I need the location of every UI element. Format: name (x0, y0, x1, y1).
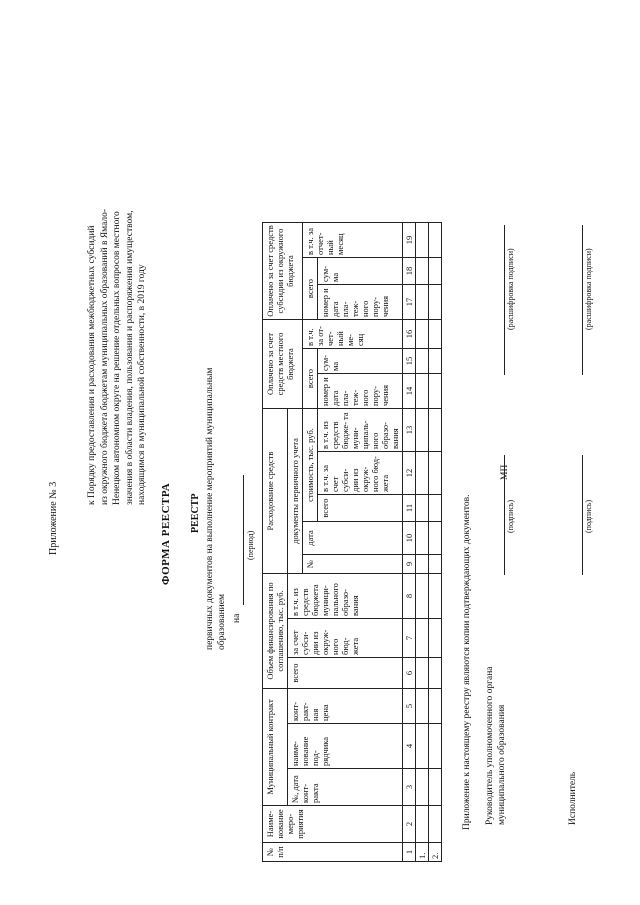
appendix-line: из окружного бюджета бюджетам муниципальных образований в Ямало- (99, 208, 110, 505)
header-fin-total: всего (288, 658, 403, 689)
column-number: 10 (403, 522, 416, 555)
header-no: № п/п (263, 843, 403, 862)
column-number: 14 (403, 374, 416, 409)
header-event: Наиме- нование меро- приятия (263, 806, 403, 843)
decode-line-2 (582, 225, 583, 375)
header-cost-local: в т.ч. из средств бюдже- та муни- ципаль- ного образо- вания (318, 409, 403, 452)
header-financing: Объем финансирования по соглашению, тыс. руб. (263, 574, 288, 689)
column-number: 4 (403, 724, 416, 769)
header-paid-local-inc: в т.ч. за от- чет- ный ме- сяц (303, 320, 403, 349)
column-number: 5 (403, 689, 416, 724)
header-expenses: Расходование средств (263, 409, 288, 574)
appendix-line: находящимся в муниципальной собственности, в 2019 году (137, 264, 147, 505)
column-number-row (403, 223, 416, 862)
header-contractor: наиме- нование под- рядчика (288, 724, 403, 769)
header-fin-subsidy: за счет субси- дии из окруж- ного бюд- жета (288, 619, 403, 658)
header-paid-local: Оплачено за счет средств местного бюджета (263, 320, 303, 409)
column-number: 15 (403, 349, 416, 374)
column-number: 11 (403, 495, 416, 522)
signature-line-2 (582, 455, 583, 575)
registry-subtitle: первичных документов на выполнение мероприятий муниципальным (205, 367, 215, 650)
header-payorder: номер и дата пла- теж- ного пору- чения (318, 374, 403, 409)
form-title: ФОРМА РЕЕСТРА (160, 482, 172, 585)
registry-title: РЕЕСТР (190, 493, 201, 533)
row-number: 1. (416, 843, 429, 862)
column-number: 17 (403, 285, 416, 320)
header-paid-subsidy: Оплачено за счет средств субсидии из окружного бюджета (263, 223, 303, 320)
registry-subtitle-2: образованием (217, 594, 227, 650)
header-payorder-2: номер и дата пла- теж- ного пору- чения (318, 285, 403, 320)
appendix-title: Приложение № 3 (48, 481, 59, 555)
period-label: на (232, 613, 242, 623)
header-contract-price: конт- ракт- ная цена (288, 689, 403, 724)
signature-line (504, 455, 505, 575)
column-number: 13 (403, 409, 416, 452)
header-paid-local-total: всего (303, 349, 318, 409)
header-paid-subsidy-total: всего (303, 258, 318, 320)
column-number: 1 (403, 843, 416, 862)
column-number: 19 (403, 223, 416, 258)
period-hint: (период) (246, 530, 255, 560)
header-cost: стоимость, тыс. руб. (303, 409, 318, 522)
stamp-place: МП (500, 464, 510, 480)
appendix-line: Ненецком автономном округе на решение отдельных вопросов местного (112, 211, 122, 505)
column-number: 7 (403, 619, 416, 658)
header-sum-2: сум- ма (318, 258, 403, 285)
column-number: 8 (403, 574, 416, 619)
row-number: 2. (429, 843, 442, 862)
header-fin-local: в т.ч. из средств бюджета муници- пального образо- вания (288, 574, 403, 619)
executor-label: Исполнитель (568, 771, 578, 825)
column-number: 2 (403, 806, 416, 843)
column-number: 16 (403, 320, 416, 349)
decode-hint: (расшифровка подписи) (506, 248, 515, 330)
signature-hint-2: (подпись) (584, 499, 593, 533)
header-contract: Муниципальный контракт (263, 689, 288, 806)
header-cost-subsidy: в т.ч. за счет субси- дии из окруж- ного бюд- жета (318, 452, 403, 495)
signature-hint: (подпись) (506, 499, 515, 533)
header-doc-date: дата (303, 522, 403, 555)
attachment-note: Приложение к настоящему реестру являются копии подтверждающих документов. (462, 494, 472, 830)
head-label: Руководитель уполномоченного органа (485, 666, 495, 825)
decode-hint-2: (расшифровка подписи) (584, 248, 593, 330)
appendix-note (86, 35, 149, 505)
column-number: 6 (403, 658, 416, 689)
column-number: 9 (403, 555, 416, 574)
header-doc: документы первичного учета (288, 409, 303, 574)
head-label-2: муниципального образования (497, 704, 507, 825)
column-number: 12 (403, 452, 416, 495)
appendix-line: к Порядку предоставления и расходования межбюджетных субсидий (87, 225, 97, 505)
column-number: 3 (403, 769, 416, 806)
table-row (429, 223, 442, 862)
header-cost-total: всего (318, 495, 403, 522)
registry-table (262, 222, 442, 862)
column-number: 18 (403, 258, 416, 285)
decode-line (504, 225, 505, 375)
table-row (416, 223, 429, 862)
header-doc-no: № (303, 555, 403, 574)
appendix-line: значения в области владения, пользования и распоряжения имуществом, (124, 210, 135, 505)
header-paid-subsidy-inc: в т.ч. за отчет- ный месяц (303, 223, 403, 258)
period-line (243, 475, 244, 605)
header-contract-num: №, дата конт- ракта (288, 769, 403, 806)
header-sum: сум- ма (318, 349, 403, 374)
